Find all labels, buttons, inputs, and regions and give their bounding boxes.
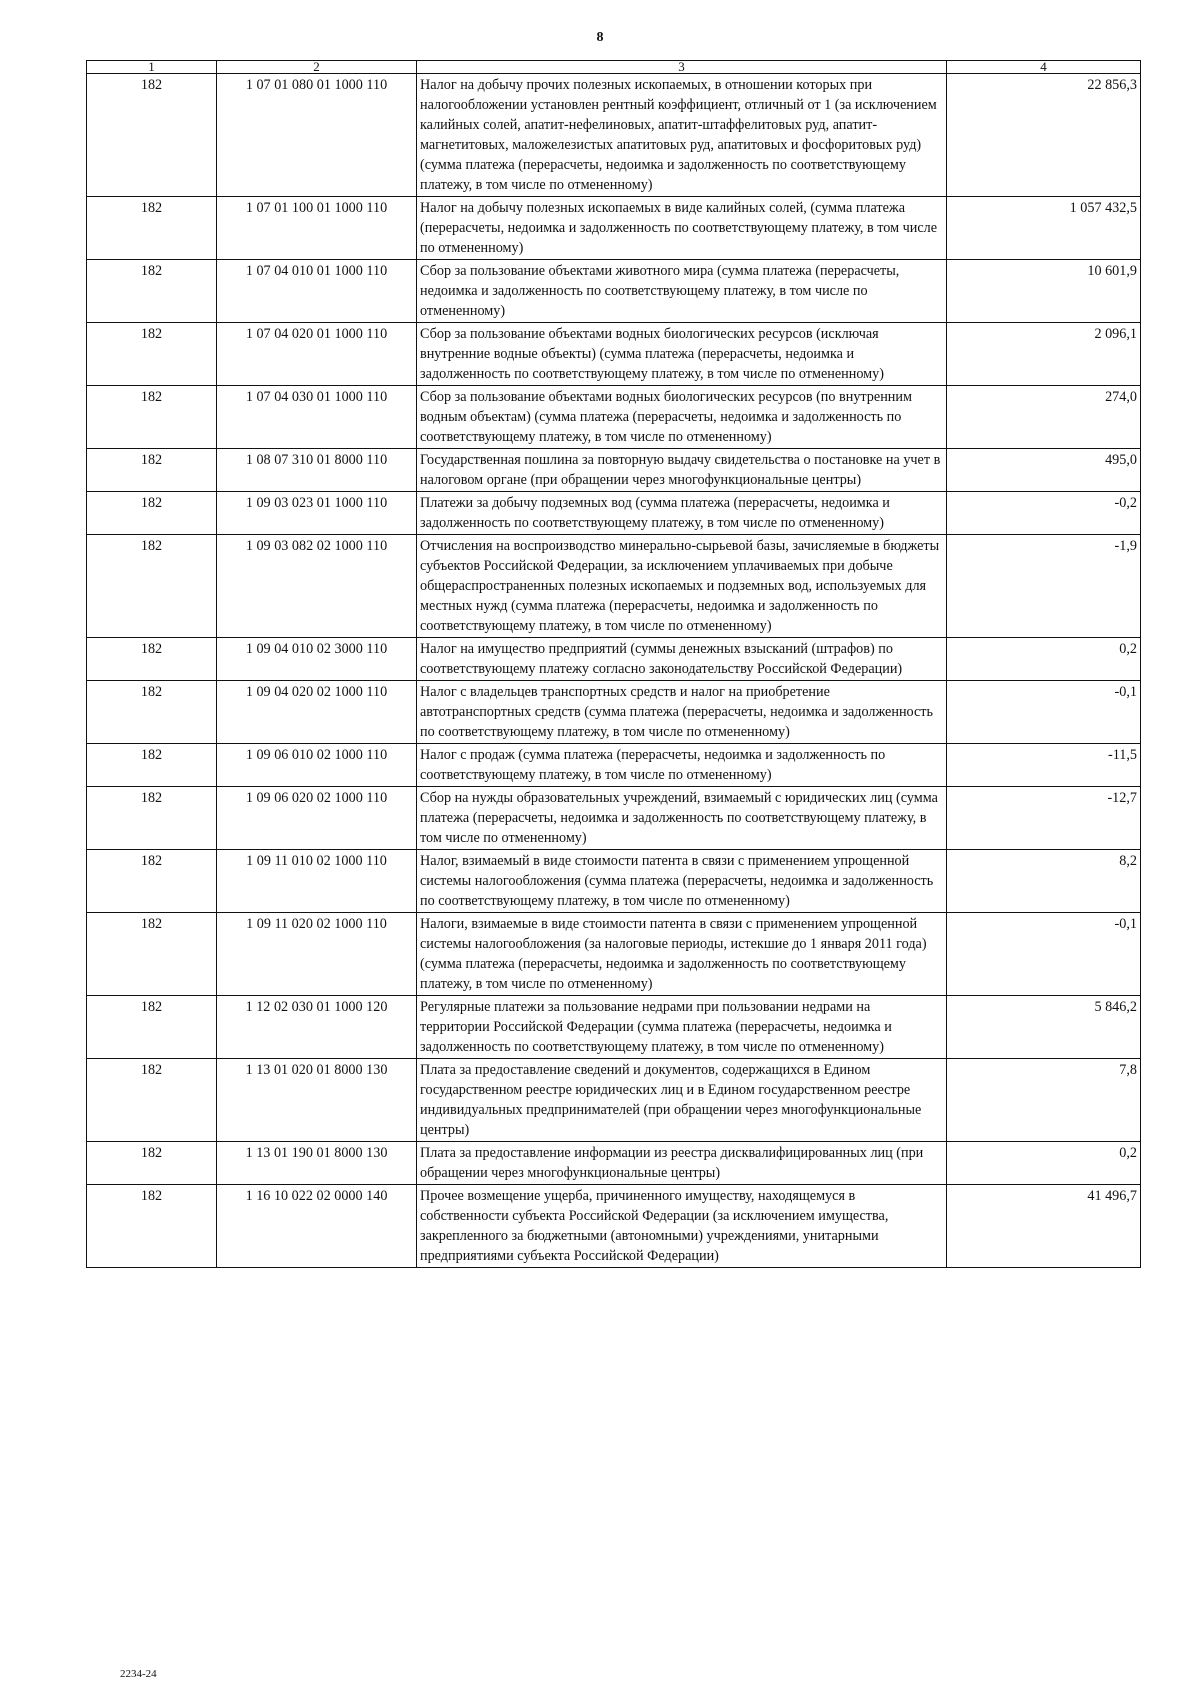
admin-code-cell: 182 — [87, 535, 217, 638]
table-row — [87, 1185, 1141, 1268]
column-header-1: 1 — [87, 61, 217, 74]
admin-code-cell: 182 — [87, 492, 217, 535]
table-row — [87, 386, 1141, 449]
revenue-name-cell: Налоги, взимаемые в виде стоимости патента в связи с применением упрощенной системы налогообложения (за налоговые периоды, истекшие до 1 января 2011 года) (сумма платежа (перерасчеты, недоимка и задолженность по соответствующему платежу, в том числе по отмененному) — [417, 913, 947, 996]
admin-code-cell: 182 — [87, 1059, 217, 1142]
budget-classification-code-cell: 1 13 01 190 01 8000 130 — [217, 1142, 417, 1185]
amount-cell: 0,2 — [947, 638, 1141, 681]
table-row — [87, 449, 1141, 492]
table-row — [87, 492, 1141, 535]
amount-cell: 5 846,2 — [947, 996, 1141, 1059]
admin-code-cell: 182 — [87, 260, 217, 323]
budget-classification-code-cell: 1 09 03 082 02 1000 110 — [217, 535, 417, 638]
amount-cell: 7,8 — [947, 1059, 1141, 1142]
table-row — [87, 1059, 1141, 1142]
revenue-name-cell: Налог, взимаемый в виде стоимости патента в связи с применением упрощенной системы налогообложения (сумма платежа (перерасчеты, недоимка и задолженность по соответствующему платежу, в том числе по отмененному) — [417, 850, 947, 913]
admin-code-cell: 182 — [87, 913, 217, 996]
admin-code-cell: 182 — [87, 386, 217, 449]
admin-code-cell: 182 — [87, 787, 217, 850]
budget-classification-code-cell: 1 09 04 010 02 3000 110 — [217, 638, 417, 681]
page-number: 8 — [596, 30, 604, 45]
budget-classification-code-cell: 1 09 11 020 02 1000 110 — [217, 913, 417, 996]
table-row — [87, 996, 1141, 1059]
budget-classification-code-cell: 1 09 03 023 01 1000 110 — [217, 492, 417, 535]
budget-classification-code-cell: 1 07 04 030 01 1000 110 — [217, 386, 417, 449]
revenue-name-cell: Налог на имущество предприятий (суммы денежных взысканий (штрафов) по соответствующему платежу согласно законодательству Российской Федерации) — [417, 638, 947, 681]
amount-cell: 22 856,3 — [947, 74, 1141, 197]
table-row — [87, 260, 1141, 323]
revenue-name-cell: Отчисления на воспроизводство минерально-сырьевой базы, зачисляемые в бюджеты субъектов Российской Федерации, за исключением уплачиваемых при добыче общераспространенных полезных ископаемых и подземных вод, используемых для местных нужд (сумма платежа (перерасчеты, недоимка и задолженность по соответствующему платежу, в том числе по отмененному) — [417, 535, 947, 638]
revenue-name-cell: Плата за предоставление информации из реестра дисквалифицированных лиц (при обращении через многофункциональные центры) — [417, 1142, 947, 1185]
amount-cell: -0,2 — [947, 492, 1141, 535]
amount-cell: -1,9 — [947, 535, 1141, 638]
amount-cell: 8,2 — [947, 850, 1141, 913]
table-row — [87, 638, 1141, 681]
table-row — [87, 74, 1141, 197]
revenue-name-cell: Прочее возмещение ущерба, причиненного имуществу, находящемуся в собственности субъекта Российской Федерации (за исключением имущества, закрепленного за бюджетными (автономными) учреждениями, унитарными предприятиями субъекта Российской Федерации) — [417, 1185, 947, 1268]
table-row — [87, 1142, 1141, 1185]
admin-code-cell: 182 — [87, 638, 217, 681]
revenue-name-cell: Налог с продаж (сумма платежа (перерасчеты, недоимка и задолженность по соответствующему платежу, в том числе по отмененному) — [417, 744, 947, 787]
table-body — [87, 74, 1141, 1268]
budget-classification-code-cell: 1 09 06 020 02 1000 110 — [217, 787, 417, 850]
admin-code-cell: 182 — [87, 681, 217, 744]
amount-cell: -0,1 — [947, 913, 1141, 996]
admin-code-cell: 182 — [87, 197, 217, 260]
amount-cell: 10 601,9 — [947, 260, 1141, 323]
admin-code-cell: 182 — [87, 996, 217, 1059]
revenue-name-cell: Налог на добычу прочих полезных ископаемых, в отношении которых при налогообложении установлен рентный коэффициент, отличный от 1 (за исключением калийных солей, апатит-нефелиновых, апатит-штаффелитовых руд, апатит-магнетитовых, маложелезистых апатитовых руд, апатитовых и фосфоритовых руд) (сумма платежа (перерасчеты, недоимка и задолженность по соответствующему платежу, в том числе по отмененному) — [417, 74, 947, 197]
table-row — [87, 850, 1141, 913]
revenue-name-cell: Платежи за добычу подземных вод (сумма платежа (перерасчеты, недоимка и задолженность по соответствующему платежу, в том числе по отмененному) — [417, 492, 947, 535]
revenue-name-cell: Сбор за пользование объектами водных биологических ресурсов (исключая внутренние водные объекты) (сумма платежа (перерасчеты, недоимка и задолженность по соответствующему платежу, в том числе по отмененному) — [417, 323, 947, 386]
admin-code-cell: 182 — [87, 74, 217, 197]
budget-classification-code-cell: 1 07 04 010 01 1000 110 — [217, 260, 417, 323]
admin-code-cell: 182 — [87, 1185, 217, 1268]
admin-code-cell: 182 — [87, 1142, 217, 1185]
table-row — [87, 681, 1141, 744]
table-row — [87, 323, 1141, 386]
budget-classification-code-cell: 1 09 04 020 02 1000 110 — [217, 681, 417, 744]
revenue-name-cell: Сбор за пользование объектами водных биологических ресурсов (по внутренним водным объектам) (сумма платежа (перерасчеты, недоимка и задолженность по соответствующему платежу, в том числе по отмененному) — [417, 386, 947, 449]
table-row — [87, 197, 1141, 260]
footer-document-code: 2234-24 — [120, 1668, 157, 1680]
amount-cell: 274,0 — [947, 386, 1141, 449]
table-row — [87, 744, 1141, 787]
amount-cell: 41 496,7 — [947, 1185, 1141, 1268]
budget-revenue-table — [86, 60, 1141, 1268]
budget-classification-code-cell: 1 07 04 020 01 1000 110 — [217, 323, 417, 386]
table-row — [87, 787, 1141, 850]
budget-classification-code-cell: 1 12 02 030 01 1000 120 — [217, 996, 417, 1059]
admin-code-cell: 182 — [87, 850, 217, 913]
budget-classification-code-cell: 1 07 01 080 01 1000 110 — [217, 74, 417, 197]
amount-cell: -11,5 — [947, 744, 1141, 787]
budget-classification-code-cell: 1 13 01 020 01 8000 130 — [217, 1059, 417, 1142]
admin-code-cell: 182 — [87, 744, 217, 787]
admin-code-cell: 182 — [87, 449, 217, 492]
budget-classification-code-cell: 1 09 06 010 02 1000 110 — [217, 744, 417, 787]
amount-cell: -12,7 — [947, 787, 1141, 850]
revenue-name-cell: Сбор за пользование объектами животного мира (сумма платежа (перерасчеты, недоимка и задолженность по соответствующему платежу, в том числе по отмененному) — [417, 260, 947, 323]
budget-classification-code-cell: 1 16 10 022 02 0000 140 — [217, 1185, 417, 1268]
table-row — [87, 535, 1141, 638]
revenue-name-cell: Государственная пошлина за повторную выдачу свидетельства о постановке на учет в налоговом органе (при обращении через многофункциональные центры) — [417, 449, 947, 492]
revenue-name-cell: Регулярные платежи за пользование недрами при пользовании недрами на территории Российской Федерации (сумма платежа (перерасчеты, недоимка и задолженность по соответствующему платежу, в том числе по отмененному) — [417, 996, 947, 1059]
amount-cell: 1 057 432,5 — [947, 197, 1141, 260]
table-row — [87, 913, 1141, 996]
column-header-2: 2 — [217, 61, 417, 74]
admin-code-cell: 182 — [87, 323, 217, 386]
revenue-name-cell: Налог с владельцев транспортных средств и налог на приобретение автотранспортных средств (сумма платежа (перерасчеты, недоимка и задолженность по соответствующему платежу, в том числе по отмененному) — [417, 681, 947, 744]
amount-cell: -0,1 — [947, 681, 1141, 744]
revenue-name-cell: Налог на добычу полезных ископаемых в виде калийных солей, (сумма платежа (перерасчеты, недоимка и задолженность по соответствующему платежу, в том числе по отмененному) — [417, 197, 947, 260]
budget-classification-code-cell: 1 09 11 010 02 1000 110 — [217, 850, 417, 913]
budget-classification-code-cell: 1 07 01 100 01 1000 110 — [217, 197, 417, 260]
amount-cell: 2 096,1 — [947, 323, 1141, 386]
amount-cell: 0,2 — [947, 1142, 1141, 1185]
budget-classification-code-cell: 1 08 07 310 01 8000 110 — [217, 449, 417, 492]
revenue-name-cell: Плата за предоставление сведений и документов, содержащихся в Едином государственном реестре юридических лиц и в Едином государственном реестре индивидуальных предпринимателей (при обращении через многофункциональные центры) — [417, 1059, 947, 1142]
revenue-name-cell: Сбор на нужды образовательных учреждений, взимаемый с юридических лиц (сумма платежа (перерасчеты, недоимка и задолженность по соответствующему платежу, в том числе по отмененному) — [417, 787, 947, 850]
column-header-3: 3 — [417, 61, 947, 74]
amount-cell: 495,0 — [947, 449, 1141, 492]
column-header-4: 4 — [947, 61, 1141, 74]
table-header-row — [87, 61, 1141, 74]
